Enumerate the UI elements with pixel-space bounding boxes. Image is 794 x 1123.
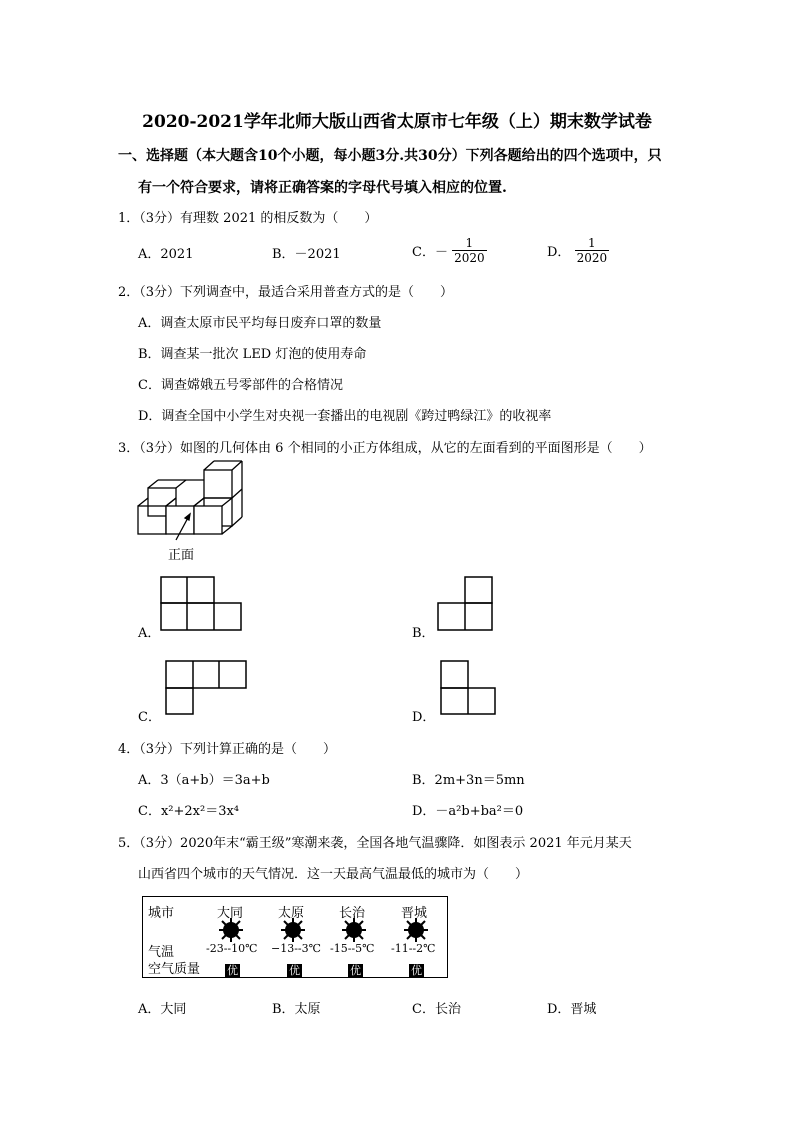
weather-city-4-temp: -11--2℃ — [391, 942, 436, 955]
weather-row-temp-label: 气温 — [148, 945, 175, 960]
q2-option-c: C．调查嫦娥五号零部件的合格情况 — [138, 378, 343, 393]
question-1-stem: 1．（3分）有理数 2021 的相反数为（ ） — [118, 211, 378, 226]
weather-row-air-label: 空气质量 — [148, 962, 201, 977]
q4-option-b: B．2m+3n＝5mn — [412, 773, 525, 788]
question-4-stem: 4．（3分）下列计算正确的是（ ） — [118, 742, 337, 757]
weather-city-4-name: 晋城 — [401, 906, 428, 921]
q1-option-b: B．－2021 — [272, 247, 341, 262]
front-label: 正面 — [168, 548, 195, 563]
question-5-stem-line1: 5．（3分）2020年末“霸王级”寒潮来袭，全国各地气温骤降．如图表示 2021 年元月某天 — [118, 836, 632, 851]
weather-city-2-temp: −13--3℃ — [271, 942, 321, 955]
q4-option-d: D．－a²b+ba²＝0 — [412, 804, 524, 819]
weather-row-city-label: 城市 — [148, 906, 175, 921]
air-quality-badge: 优 — [350, 964, 361, 977]
q4-option-c: C．x²+2x²＝3x⁴ — [138, 804, 240, 819]
q5-option-d: D．晋城 — [547, 1002, 597, 1017]
air-quality-badge: 优 — [411, 964, 422, 977]
air-quality-badge: 优 — [289, 964, 300, 977]
q1-option-c — [412, 236, 487, 265]
q2-option-b: B．调查某一批次 LED 灯泡的使用寿命 — [138, 347, 367, 362]
section-heading-line2: 有一个符合要求，请将正确答案的字母代号填入相应的位置. — [138, 180, 507, 196]
weather-city-3-air — [348, 959, 363, 978]
question-2-stem: 2．（3分）下列调查中，最适合采用普查方式的是（ ） — [118, 285, 454, 300]
q3-option-d-label: D． — [412, 710, 436, 725]
q2-option-a: A．调查太原市民平均每日废弃口罩的数量 — [138, 316, 382, 331]
q1-option-c-prefix: C．－ — [412, 245, 448, 260]
q3-option-a-figure — [160, 576, 244, 632]
weather-city-1-air — [225, 959, 240, 978]
q1-option-c-numerator: 1 — [465, 236, 474, 250]
weather-city-2-air — [287, 959, 302, 978]
question-3-stem: 3．（3分）如图的几何体由 6 个相同的小正方体组成，从它的左面看到的平面图形是（ ） — [118, 441, 652, 456]
weather-city-4-air — [409, 959, 424, 978]
q1-option-d-fraction — [575, 236, 610, 265]
weather-city-3-temp: -15--5℃ — [330, 942, 375, 955]
weather-city-1-name: 大同 — [217, 906, 244, 921]
q4-option-a: A．3（a+b）＝3a+b — [138, 773, 270, 788]
air-quality-badge: 优 — [227, 964, 238, 977]
q1-option-a: A．2021 — [138, 247, 194, 262]
weather-city-1-temp: -23--10℃ — [206, 942, 258, 955]
q3-option-c-label: C． — [138, 710, 161, 725]
q1-option-c-fraction — [452, 236, 487, 265]
sun-icon — [404, 918, 428, 942]
q1-option-c-denominator: 2020 — [454, 251, 485, 265]
question-5-stem-line2: 山西省四个城市的天气情况．这一天最高气温最低的城市为（ ） — [138, 867, 529, 882]
q3-option-a-label: A． — [138, 626, 161, 641]
q3-option-c-figure — [165, 660, 249, 716]
q5-option-b: B．太原 — [272, 1002, 321, 1017]
paper-title: 2020-2021学年北师大版山西省太原市七年级（上）期末数学试卷 — [142, 112, 652, 132]
q1-option-d — [547, 236, 609, 265]
q1-option-d-numerator: 1 — [588, 236, 596, 250]
q5-option-a: A．大同 — [138, 1002, 187, 1017]
cube-solid-figure — [130, 458, 260, 543]
sun-icon — [281, 918, 305, 942]
q3-option-b-figure — [437, 576, 495, 632]
q5-option-c: C．长治 — [412, 1002, 461, 1017]
sun-icon — [342, 918, 366, 942]
q1-option-d-prefix: D． — [547, 245, 571, 260]
weather-city-3-name: 长治 — [339, 906, 366, 921]
q3-option-b-label: B． — [412, 626, 435, 641]
section-heading-line1: 一、选择题（本大题含10个小题，每小题3分.共30分）下列各题给出的四个选项中，只 — [118, 148, 662, 164]
q3-option-d-figure — [440, 660, 498, 716]
q1-option-d-denominator: 2020 — [576, 251, 608, 265]
sun-icon — [219, 918, 243, 942]
weather-city-2-name: 太原 — [278, 906, 305, 921]
q2-option-d: D．调查全国中小学生对央视一套播出的电视剧《跨过鸭绿江》的收视率 — [138, 409, 552, 424]
